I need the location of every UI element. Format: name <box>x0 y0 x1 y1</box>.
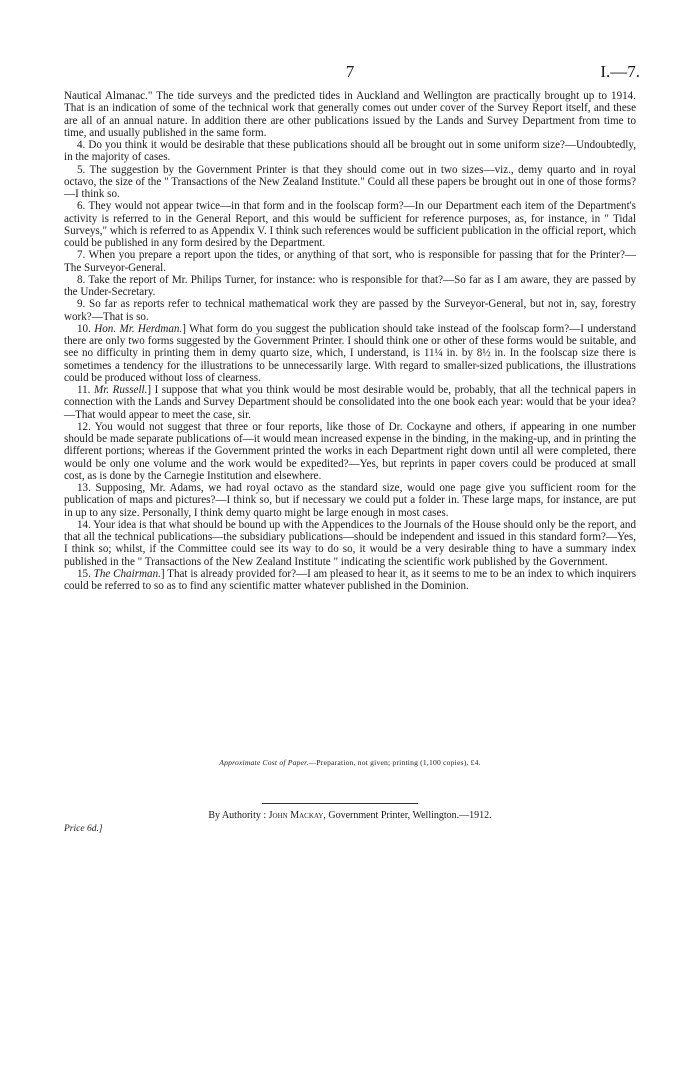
paragraph-text: 6. They would not appear twice—in that form and in the foolscap form?—In our Department each item of the Department's activity is referred to in the General Report, and this would be sufficient for reference purposes, as, for instance, in " Tidal Surveys," which is referred to as Appendix V. I think such references would be sufficient publication in the official report, which could be published in any form desired by the Department. <box>64 200 636 249</box>
paragraph <box>64 90 636 139</box>
paragraph <box>64 274 636 299</box>
paragraph <box>64 200 636 249</box>
paragraph <box>64 482 636 519</box>
paragraph-text: 8. Take the report of Mr. Philips Turner, for instance: who is responsible for that?—So far as I am aware, they are passed by the Under-Secretary. <box>64 273 636 298</box>
paragraph <box>64 421 636 482</box>
paragraph <box>64 164 636 201</box>
authority-prefix: By Authority : <box>208 810 269 821</box>
paragraph-text: 13. Supposing, Mr. Adams, we had royal octavo as the standard size, would one page give you sufficient room for the publication of maps and pictures?—I think so, but if necessary we could put a folder in. These large maps, for instance, are put in up to any size. Personally, I think demy quarto might be large enough in most cases. <box>64 482 636 519</box>
printer-name: John Mackay <box>268 810 324 821</box>
question-number: 11. <box>77 384 94 396</box>
paragraph <box>64 139 636 164</box>
cost-text: —Preparation, not given; printing (1,100 copies), £4. <box>308 758 481 767</box>
question-number: 10. <box>77 322 95 335</box>
paragraph <box>64 568 636 593</box>
paragraph-text: 4. Do you think it would be desirable that these publications should all be brought out in some uniform size?—Undoubtedly, in the majority of cases. <box>64 139 636 164</box>
document-reference: I.—7. <box>600 62 640 81</box>
cost-note <box>0 758 700 767</box>
speaker-name: Hon. Mr. Herdman. <box>94 322 183 335</box>
paragraph <box>64 249 636 274</box>
paragraph <box>64 384 636 421</box>
body-text <box>64 90 636 592</box>
paragraph-text: ] That is already provided for?—I am pleased to hear it, as it seems to me to be an index to which inquirers could be referred to so as to find any scientific matter whatever published in the Dominion. <box>64 567 637 592</box>
question-number: 15. <box>77 567 94 580</box>
price-note: Price 6d.] <box>64 824 103 834</box>
page-number: 7 <box>345 62 355 81</box>
paragraph-text: ] I suppose that what you think would be most desirable would be, probably, that all the technical papers in connection with the Lands and Survey Department should be consolidated into the one book each year: would that be your idea?—That would appear to meet the case, sir. <box>64 384 636 421</box>
paragraph-text: 12. You would not suggest that three or four reports, like those of Dr. Cockayne and others, if appearing in one number should be made separate publications of—it would mean increased expense in the binding, in the making-up, and in printing the different portions; whereas if the Government printed the works in each Department right down until all were completed, there would be only one volume and the work would be expedited?—Yes, but reprints in paper covers could be produced at small cost, as is done by the Carnegie Institution and elsewhere. <box>64 420 636 482</box>
authority-line <box>0 810 700 821</box>
paragraph-text: ] What form do you suggest the publication should take instead of the foolscap form?—I understand there are only two forms suggested by the Government Printer. I should think one or other of these forms would be suitable, and see no difficulty in printing them in demy quarto size, which, I understand, is 11¼ in. by 8½ in. In the foolscap size there is sometimes a tendency for the illustrations to be unnecessarily large. With regard to smaller-sized publications, the illustrations could be produced without loss of clearness. <box>64 322 637 384</box>
paragraph-text: Nautical Almanac." The tide surveys and the predicted tides in Auckland and Wellington are practically brought up to 1914. That is an indication of some of the technical work that generally comes out under cover of the Survey Report itself, and these are all of an annual nature. In addition there are other publications issued by the Lands and Survey Department from time to time, and usually published in the same form. <box>64 90 636 139</box>
paragraph-text: 14. Your idea is that what should be bound up with the Appendices to the Journals of the House should only be the report, and that all the technical publications—the subsidiary publications—should be independent and issued in this standard form?—Yes, I think so; whilst, if the Committee could see its way to do so, it would be a very desirable thing to have a summary index published in the " Transactions of the New Zealand Institute " indicating the scientific work published by the Government. <box>64 518 636 568</box>
cost-label: Approximate Cost of Paper. <box>219 758 309 767</box>
paragraph <box>64 323 636 384</box>
speaker-name: Mr. Russell. <box>93 384 148 396</box>
paragraph <box>64 519 636 568</box>
divider-rule <box>262 803 418 804</box>
paragraph-text: 5. The suggestion by the Government Printer is that they should come out in two sizes—viz., demy quarto and in royal octavo, the size of the " Transactions of the New Zealand Institute." Could all these papers be brought out in one of those forms?—I think so. <box>64 163 636 200</box>
paragraph-text: 9. So far as reports refer to technical mathematical work they are passed by the Surveyor-General, but not in, say, forestry work?—That is so. <box>64 298 636 323</box>
paragraph <box>64 298 636 323</box>
paragraph-text: 7. When you prepare a report upon the tides, or anything of that sort, who is responsible for passing that for the Printer?—The Surveyor-General. <box>64 249 636 274</box>
authority-suffix: , Government Printer, Wellington.—1912. <box>323 810 492 821</box>
speaker-name: The Chairman. <box>93 567 161 580</box>
